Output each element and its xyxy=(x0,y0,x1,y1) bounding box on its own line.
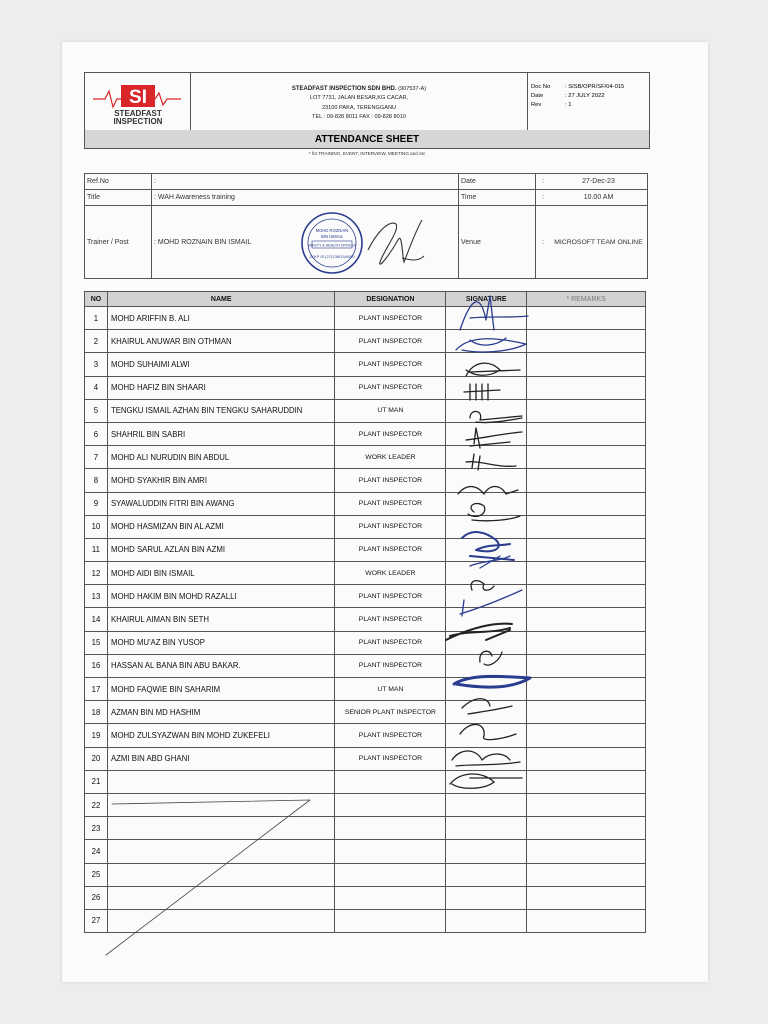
attendee-no: 22 xyxy=(85,793,108,816)
attendee-designation xyxy=(335,793,446,816)
attendee-no: 10 xyxy=(85,515,108,538)
attendee-designation xyxy=(335,909,446,932)
doc-rev-value: : 1 xyxy=(565,102,572,108)
title-label: Title xyxy=(85,190,152,206)
trainer-stamp-and-signature xyxy=(298,210,448,276)
title-value: : WAH Awareness training xyxy=(152,190,459,206)
sheet-title: ATTENDANCE SHEET xyxy=(84,130,650,149)
attendee-no: 9 xyxy=(85,492,108,515)
attendee-remarks-cell xyxy=(527,422,646,445)
attendee-remarks-cell xyxy=(527,585,646,608)
attendee-name: MOHD HAKIM BIN MOHD RAZALLI xyxy=(107,585,335,608)
attendee-signature-cell xyxy=(446,399,527,422)
attendee-designation: PLANT INSPECTOR xyxy=(335,585,446,608)
date-value: 27-Dec-23 xyxy=(548,174,648,190)
venue-colon: : xyxy=(536,206,549,279)
attendee-no: 17 xyxy=(85,678,108,701)
attendee-signature-cell xyxy=(446,724,527,747)
attendee-name: TENGKU ISMAIL AZHAN BIN TENGKU SAHARUDDIN xyxy=(107,399,335,422)
attendee-remarks-cell xyxy=(527,654,646,677)
attendee-row xyxy=(85,399,646,422)
attendee-row xyxy=(85,492,646,515)
col-remarks-header: * REMARKS xyxy=(527,292,646,307)
attendee-row xyxy=(85,376,646,399)
col-designation-header: DESIGNATION xyxy=(335,292,446,307)
attendee-no: 3 xyxy=(85,353,108,376)
document-control xyxy=(528,73,650,135)
attendee-designation: PLANT INSPECTOR xyxy=(335,307,446,330)
attendee-name xyxy=(107,863,335,886)
attendee-designation: PLANT INSPECTOR xyxy=(335,469,446,492)
attendee-signature-cell xyxy=(446,353,527,376)
attendee-name: MOHD FAQWIE BIN SAHARIM xyxy=(107,678,335,701)
venue-value: MICROSOFT TEAM ONLINE xyxy=(548,206,648,279)
attendance-header-row xyxy=(85,292,646,307)
date-label: Date xyxy=(459,174,536,190)
col-no-header: NO xyxy=(85,292,108,307)
attendee-no: 27 xyxy=(85,909,108,932)
doc-no-value: : SISB/OPR/SF/04-015 xyxy=(565,84,625,90)
time-value: 10.00 AM xyxy=(548,190,648,206)
attendee-designation: PLANT INSPECTOR xyxy=(335,724,446,747)
company-logo xyxy=(85,73,191,135)
attendee-no: 25 xyxy=(85,863,108,886)
attendee-signature-cell xyxy=(446,654,527,677)
attendee-designation xyxy=(335,863,446,886)
company-address-1: LOT 7731, JALAN BESAR,KG CACAR, xyxy=(309,95,409,102)
attendee-signature-cell xyxy=(446,538,527,561)
attendee-remarks-cell xyxy=(527,747,646,770)
attendee-no: 21 xyxy=(85,770,108,793)
attendee-signature-cell xyxy=(446,886,527,909)
svg-text:SI: SI xyxy=(129,87,147,108)
attendee-row xyxy=(85,747,646,770)
attendee-remarks-cell xyxy=(527,817,646,840)
attendee-signature-cell xyxy=(446,863,527,886)
attendee-name xyxy=(107,817,335,840)
attendee-no: 19 xyxy=(85,724,108,747)
attendee-no: 16 xyxy=(85,654,108,677)
attendee-no: 14 xyxy=(85,608,108,631)
attendee-row xyxy=(85,353,646,376)
attendee-row xyxy=(85,678,646,701)
attendee-signature-cell xyxy=(446,608,527,631)
document-header xyxy=(84,72,650,135)
attendee-remarks-cell xyxy=(527,399,646,422)
attendee-signature-cell xyxy=(446,678,527,701)
attendee-no: 7 xyxy=(85,446,108,469)
doc-date-label: Date xyxy=(531,93,544,99)
attendee-row xyxy=(85,909,646,932)
doc-date-value: : 27 JULY 2022 xyxy=(565,93,605,99)
venue-label: Venue xyxy=(459,206,536,279)
attendee-signature-cell xyxy=(446,446,527,469)
attendee-designation: PLANT INSPECTOR xyxy=(335,376,446,399)
svg-text:BIN ISMAIL: BIN ISMAIL xyxy=(321,234,343,239)
attendee-remarks-cell xyxy=(527,724,646,747)
attendee-designation xyxy=(335,817,446,840)
svg-text:JKKP IS (27)138/13/0450: JKKP IS (27)138/13/0450 xyxy=(309,254,355,259)
attendee-remarks-cell xyxy=(527,701,646,724)
attendee-remarks-cell xyxy=(527,330,646,353)
time-colon: : xyxy=(536,190,549,206)
time-label: Time xyxy=(459,190,536,206)
attendee-row xyxy=(85,840,646,863)
attendee-signature-cell xyxy=(446,422,527,445)
attendee-name: SYAWALUDDIN FITRI BIN AWANG xyxy=(107,492,335,515)
attendee-remarks-cell xyxy=(527,793,646,816)
attendee-row xyxy=(85,817,646,840)
attendee-signature-cell xyxy=(446,515,527,538)
attendee-signature-cell xyxy=(446,469,527,492)
attendee-remarks-cell xyxy=(527,770,646,793)
col-signature-header: SIGNATURE xyxy=(446,292,527,307)
steadfast-logo-icon xyxy=(85,73,189,129)
trainer-value: : MOHD ROZNAIN BIN ISMAIL xyxy=(154,238,252,246)
attendee-designation: WORK LEADER xyxy=(335,446,446,469)
attendee-designation: PLANT INSPECTOR xyxy=(335,747,446,770)
attendee-remarks-cell xyxy=(527,608,646,631)
trainer-cell xyxy=(152,206,459,279)
company-info xyxy=(191,73,528,135)
attendee-no: 20 xyxy=(85,747,108,770)
attendee-signature-cell xyxy=(446,793,527,816)
attendee-no: 13 xyxy=(85,585,108,608)
company-address-2: 23100 PAKA, TERENGGANU xyxy=(321,104,397,111)
attendee-name: AZMAN BIN MD HASHIM xyxy=(107,701,335,724)
attendee-designation: PLANT INSPECTOR xyxy=(335,492,446,515)
ref-value: : xyxy=(152,174,459,190)
attendee-signature-cell xyxy=(446,307,527,330)
attendee-row xyxy=(85,446,646,469)
attendee-no: 15 xyxy=(85,631,108,654)
attendee-row xyxy=(85,724,646,747)
attendee-name: MOHD AIDI BIN ISMAIL xyxy=(107,562,335,585)
attendee-remarks-cell xyxy=(527,631,646,654)
attendee-no: 11 xyxy=(85,538,108,561)
attendee-row xyxy=(85,515,646,538)
attendee-signature-cell xyxy=(446,585,527,608)
attendee-no: 12 xyxy=(85,562,108,585)
attendee-remarks-cell xyxy=(527,353,646,376)
attendee-row xyxy=(85,770,646,793)
attendee-no: 2 xyxy=(85,330,108,353)
attendee-name: MOHD ARIFFIN B. ALI xyxy=(107,307,335,330)
attendee-name xyxy=(107,770,335,793)
attendee-name: MOHD HAFIZ BIN SHAARI xyxy=(107,376,335,399)
attendee-remarks-cell xyxy=(527,307,646,330)
attendee-row xyxy=(85,585,646,608)
attendee-no: 26 xyxy=(85,886,108,909)
attendee-designation: PLANT INSPECTOR xyxy=(335,353,446,376)
attendee-remarks-cell xyxy=(527,469,646,492)
attendee-designation: PLANT INSPECTOR xyxy=(335,422,446,445)
attendee-row xyxy=(85,538,646,561)
ref-label: Ref.No xyxy=(85,174,152,190)
attendee-no: 8 xyxy=(85,469,108,492)
attendee-designation: PLANT INSPECTOR xyxy=(335,330,446,353)
attendee-no: 5 xyxy=(85,399,108,422)
attendee-designation: PLANT INSPECTOR xyxy=(335,515,446,538)
attendee-designation: PLANT INSPECTOR xyxy=(335,538,446,561)
attendee-remarks-cell xyxy=(527,678,646,701)
attendee-row xyxy=(85,562,646,585)
attendee-remarks-cell xyxy=(527,840,646,863)
attendee-row xyxy=(85,631,646,654)
attendee-signature-cell xyxy=(446,562,527,585)
attendee-remarks-cell xyxy=(527,446,646,469)
col-name-header: NAME xyxy=(107,292,335,307)
doc-no-label: Doc No xyxy=(531,84,551,90)
attendee-designation: UT MAN xyxy=(335,399,446,422)
attendee-name: KHAIRUL AIMAN BIN SETH xyxy=(107,608,335,631)
attendee-no: 18 xyxy=(85,701,108,724)
attendee-remarks-cell xyxy=(527,376,646,399)
attendee-row xyxy=(85,422,646,445)
attendee-designation: WORK LEADER xyxy=(335,562,446,585)
attendee-signature-cell xyxy=(446,770,527,793)
sheet-note: * for TRAINING, EVENT, INTERVIEW, MEETING and etc xyxy=(308,151,426,156)
attendee-signature-cell xyxy=(446,376,527,399)
attendee-signature-cell xyxy=(446,701,527,724)
attendee-row xyxy=(85,863,646,886)
attendee-designation: PLANT INSPECTOR xyxy=(335,608,446,631)
svg-text:STEADFAST: STEADFAST xyxy=(114,109,162,118)
company-reg-no: (907537-A) xyxy=(398,86,427,93)
trainer-label: Trainer / Post xyxy=(85,206,152,279)
session-info-table xyxy=(84,173,648,279)
attendee-row xyxy=(85,307,646,330)
attendance-table xyxy=(84,291,646,933)
attendee-name: MOHD HASMIZAN BIN AL AZMI xyxy=(107,515,335,538)
attendee-name: MOHD SARUL AZLAN BIN AZMI xyxy=(107,538,335,561)
attendee-row xyxy=(85,654,646,677)
attendee-name xyxy=(107,793,335,816)
svg-text:SAFETY & HEALTH OFFICER: SAFETY & HEALTH OFFICER xyxy=(307,243,357,248)
attendee-no: 23 xyxy=(85,817,108,840)
attendee-signature-cell xyxy=(446,492,527,515)
attendee-designation: UT MAN xyxy=(335,678,446,701)
attendee-signature-cell xyxy=(446,909,527,932)
attendee-remarks-cell xyxy=(527,492,646,515)
svg-text:INSPECTION: INSPECTION xyxy=(113,117,163,126)
attendee-no: 6 xyxy=(85,422,108,445)
attendee-name: KHAIRUL ANUWAR BIN OTHMAN xyxy=(107,330,335,353)
attendee-name: MOHD SYAKHIR BIN AMRI xyxy=(107,469,335,492)
attendee-designation xyxy=(335,886,446,909)
attendee-row xyxy=(85,469,646,492)
attendee-name: AZMI BIN ABD GHANI xyxy=(107,747,335,770)
attendee-remarks-cell xyxy=(527,538,646,561)
doc-rev-label: Rev xyxy=(531,102,542,108)
attendee-designation: PLANT INSPECTOR xyxy=(335,631,446,654)
attendee-name: MOHD ALI NURUDIN BIN ABDUL xyxy=(107,446,335,469)
attendee-no: 1 xyxy=(85,307,108,330)
attendee-remarks-cell xyxy=(527,909,646,932)
attendee-name: MOHD MU'AZ BIN YUSOP xyxy=(107,631,335,654)
company-contact: TEL : 09-828 8011 FAX : 09-828 8010 xyxy=(312,113,406,120)
attendee-no: 24 xyxy=(85,840,108,863)
attendee-name: MOHD ZULSYAZWAN BIN MOHD ZUKEFELI xyxy=(107,724,335,747)
company-name: STEADFAST INSPECTION SDN BHD. xyxy=(291,86,397,93)
attendee-designation: SENIOR PLANT INSPECTOR xyxy=(335,701,446,724)
attendee-remarks-cell xyxy=(527,515,646,538)
attendee-signature-cell xyxy=(446,330,527,353)
attendee-remarks-cell xyxy=(527,886,646,909)
attendee-row xyxy=(85,330,646,353)
attendee-designation: PLANT INSPECTOR xyxy=(335,654,446,677)
attendee-signature-cell xyxy=(446,747,527,770)
attendee-row xyxy=(85,886,646,909)
attendee-row xyxy=(85,701,646,724)
attendee-signature-cell xyxy=(446,817,527,840)
svg-text:MOHD ROZNAIN: MOHD ROZNAIN xyxy=(315,228,349,233)
attendee-name: MOHD SUHAIMI ALWI xyxy=(107,353,335,376)
date-colon: : xyxy=(536,174,549,190)
attendee-signature-cell xyxy=(446,631,527,654)
attendee-designation xyxy=(335,840,446,863)
attendee-row xyxy=(85,608,646,631)
attendee-name xyxy=(107,886,335,909)
attendee-remarks-cell xyxy=(527,863,646,886)
attendee-remarks-cell xyxy=(527,562,646,585)
attendee-name xyxy=(107,840,335,863)
attendee-name xyxy=(107,909,335,932)
attendee-row xyxy=(85,793,646,816)
attendee-signature-cell xyxy=(446,840,527,863)
attendee-name: HASSAN AL BANA BIN ABU BAKAR. xyxy=(107,654,335,677)
attendee-no: 4 xyxy=(85,376,108,399)
attendee-name: SHAHRIL BIN SABRI xyxy=(107,422,335,445)
attendee-designation xyxy=(335,770,446,793)
